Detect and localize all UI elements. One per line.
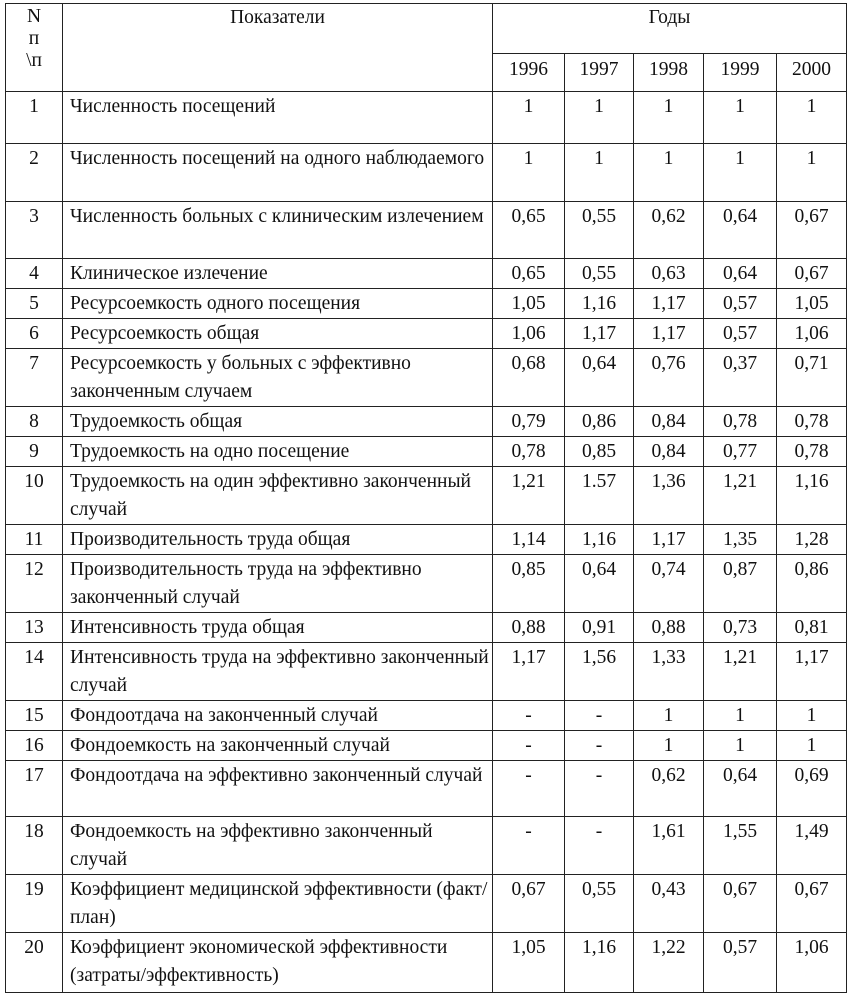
value-cell-1996: - [493,817,565,875]
value-cell-1998: 1 [634,731,704,761]
value-cell-2000: 1 [777,92,847,144]
value-cell-1998: 1,22 [634,933,704,993]
value-cell-2000: 0,81 [777,613,847,643]
year-header: 1998 [634,54,704,92]
year-header: 1999 [704,54,777,92]
value-cell-2000: 0,78 [777,437,847,467]
table-row [6,875,847,933]
row-number: 8 [6,407,63,437]
value-cell-1996: 0,68 [493,349,565,407]
value-cell-2000: 1 [777,701,847,731]
value-cell-1997: - [565,761,634,817]
table-row [6,202,847,259]
indicator-name: Клиническое излечение [63,259,493,289]
value-cell-1996: 1,21 [493,467,565,525]
year-header: 1996 [493,54,565,92]
value-cell-1997: 0,86 [565,407,634,437]
table-row [6,701,847,731]
value-cell-2000: 1,49 [777,817,847,875]
row-number: 7 [6,349,63,407]
row-number: 6 [6,319,63,349]
indicator-name: Фондоемкость на эффективно законченный случай [63,817,493,875]
indicator-name: Производительность труда на эффективно законченный случай [63,555,493,613]
value-cell-1997: - [565,701,634,731]
value-cell-1999: 0,73 [704,613,777,643]
indicator-name: Ресурсоемкость одного посещения [63,289,493,319]
table-row [6,731,847,761]
table-row [6,407,847,437]
value-cell-1997: 1,16 [565,289,634,319]
year-header: 2000 [777,54,847,92]
indicator-name: Трудоемкость на одно посещение [63,437,493,467]
row-number: 2 [6,144,63,202]
value-cell-1999: 0,64 [704,259,777,289]
row-number: 15 [6,701,63,731]
table-row [6,144,847,202]
value-cell-1999: 0,67 [704,875,777,933]
value-cell-1996: 0,85 [493,555,565,613]
value-cell-1999: 0,57 [704,319,777,349]
value-cell-1997: 1,17 [565,319,634,349]
row-number: 20 [6,933,63,993]
indicator-name: Численность посещений [63,92,493,144]
row-number: 13 [6,613,63,643]
value-cell-1999: 1 [704,731,777,761]
value-cell-1998: 1 [634,92,704,144]
row-number: 11 [6,525,63,555]
value-cell-2000: 0,78 [777,407,847,437]
table-row [6,613,847,643]
value-cell-1997: - [565,731,634,761]
value-cell-2000: 1 [777,731,847,761]
value-cell-2000: 1,06 [777,933,847,993]
header-row [6,4,847,54]
value-cell-1998: 0,62 [634,202,704,259]
value-cell-1997: 1,56 [565,643,634,701]
row-number: 10 [6,467,63,525]
indicator-name: Фондоемкость на законченный случай [63,731,493,761]
table-row [6,643,847,701]
value-cell-1998: 1,17 [634,289,704,319]
value-cell-1998: 1,33 [634,643,704,701]
value-cell-1998: 0,76 [634,349,704,407]
row-number: 3 [6,202,63,259]
value-cell-1997: 0,55 [565,202,634,259]
row-number: 9 [6,437,63,467]
table-row [6,437,847,467]
value-cell-1998: 1,17 [634,319,704,349]
table-row [6,349,847,407]
value-cell-1998: 1 [634,144,704,202]
value-cell-1999: 1,35 [704,525,777,555]
value-cell-1998: 1,61 [634,817,704,875]
value-cell-1996: 1,17 [493,643,565,701]
value-cell-1999: 1,55 [704,817,777,875]
value-cell-1996: 0,67 [493,875,565,933]
year-header: 1997 [565,54,634,92]
value-cell-1996: 0,65 [493,202,565,259]
value-cell-2000: 0,86 [777,555,847,613]
value-cell-1996: 1 [493,92,565,144]
value-cell-1998: 0,63 [634,259,704,289]
value-cell-2000: 0,67 [777,259,847,289]
table-row [6,525,847,555]
indicator-name: Фондоотдача на законченный случай [63,701,493,731]
indicator-name: Трудоемкость на один эффективно законченный случай [63,467,493,525]
indicator-name: Интенсивность труда общая [63,613,493,643]
value-cell-2000: 0,71 [777,349,847,407]
value-cell-1997: 0,91 [565,613,634,643]
indicator-name: Интенсивность труда на эффективно законченный случай [63,643,493,701]
table-row [6,259,847,289]
value-cell-1999: 0,77 [704,437,777,467]
indicator-name: Численность больных с клиническим излечением [63,202,493,259]
value-cell-2000: 0,67 [777,202,847,259]
row-number: 1 [6,92,63,144]
value-cell-1997: 1 [565,92,634,144]
value-cell-1996: - [493,761,565,817]
value-cell-1999: 0,37 [704,349,777,407]
value-cell-1997: 0,85 [565,437,634,467]
row-number: 19 [6,875,63,933]
value-cell-1996: - [493,731,565,761]
value-cell-1999: 0,78 [704,407,777,437]
indicators-table [5,3,847,993]
table-row [6,319,847,349]
indicator-name: Численность посещений на одного наблюдаемого [63,144,493,202]
table-row [6,289,847,319]
value-cell-1999: 1 [704,144,777,202]
value-cell-2000: 1,05 [777,289,847,319]
value-cell-1997: - [565,817,634,875]
indicator-name: Коэффициент экономической эффективности (затраты/эффективность) [63,933,493,993]
value-cell-1997: 0,55 [565,259,634,289]
value-cell-2000: 1,17 [777,643,847,701]
row-number: 16 [6,731,63,761]
value-cell-1997: 1 [565,144,634,202]
value-cell-1998: 0,62 [634,761,704,817]
value-cell-1996: 0,88 [493,613,565,643]
column-header-years: Годы [493,4,847,54]
value-cell-1996: - [493,701,565,731]
value-cell-2000: 1,16 [777,467,847,525]
value-cell-1997: 1,16 [565,525,634,555]
table-row [6,555,847,613]
value-cell-1996: 0,65 [493,259,565,289]
value-cell-1999: 0,57 [704,289,777,319]
value-cell-1997: 1.57 [565,467,634,525]
value-cell-1997: 1,16 [565,933,634,993]
indicator-name: Фондоотдача на эффективно законченный случай [63,761,493,817]
value-cell-1998: 1,36 [634,467,704,525]
value-cell-1999: 1 [704,92,777,144]
value-cell-1998: 1 [634,701,704,731]
value-cell-1999: 1,21 [704,643,777,701]
value-cell-2000: 0,67 [777,875,847,933]
value-cell-1998: 0,88 [634,613,704,643]
value-cell-1997: 0,64 [565,349,634,407]
table-row [6,817,847,875]
value-cell-1996: 1,05 [493,289,565,319]
value-cell-1996: 0,78 [493,437,565,467]
value-cell-1999: 0,57 [704,933,777,993]
value-cell-1998: 0,84 [634,437,704,467]
value-cell-2000: 1 [777,144,847,202]
value-cell-1996: 1,14 [493,525,565,555]
row-number: 12 [6,555,63,613]
column-header-indicators: Показатели [63,4,493,92]
table-row [6,467,847,525]
value-cell-1996: 1 [493,144,565,202]
value-cell-1996: 1,06 [493,319,565,349]
table-row [6,761,847,817]
value-cell-1996: 0,79 [493,407,565,437]
row-number: 5 [6,289,63,319]
row-number: 17 [6,761,63,817]
table-row [6,92,847,144]
row-number: 14 [6,643,63,701]
value-cell-2000: 0,69 [777,761,847,817]
row-number: 18 [6,817,63,875]
indicator-name: Трудоемкость общая [63,407,493,437]
value-cell-1999: 1 [704,701,777,731]
value-cell-1997: 0,64 [565,555,634,613]
row-number: 4 [6,259,63,289]
indicator-name: Производительность труда общая [63,525,493,555]
value-cell-1999: 1,21 [704,467,777,525]
column-header-number: N п\п [6,4,63,92]
value-cell-1998: 0,43 [634,875,704,933]
value-cell-1997: 0,55 [565,875,634,933]
value-cell-2000: 1,06 [777,319,847,349]
value-cell-1999: 0,87 [704,555,777,613]
value-cell-1999: 0,64 [704,761,777,817]
value-cell-1999: 0,64 [704,202,777,259]
value-cell-1998: 1,17 [634,525,704,555]
indicator-name: Ресурсоемкость у больных с эффективно законченным случаем [63,349,493,407]
indicator-name: Коэффициент медицинской эффективности (факт/план) [63,875,493,933]
value-cell-2000: 1,28 [777,525,847,555]
value-cell-1998: 0,84 [634,407,704,437]
table-body [6,92,847,993]
value-cell-1998: 0,74 [634,555,704,613]
indicator-name: Ресурсоемкость общая [63,319,493,349]
value-cell-1996: 1,05 [493,933,565,993]
